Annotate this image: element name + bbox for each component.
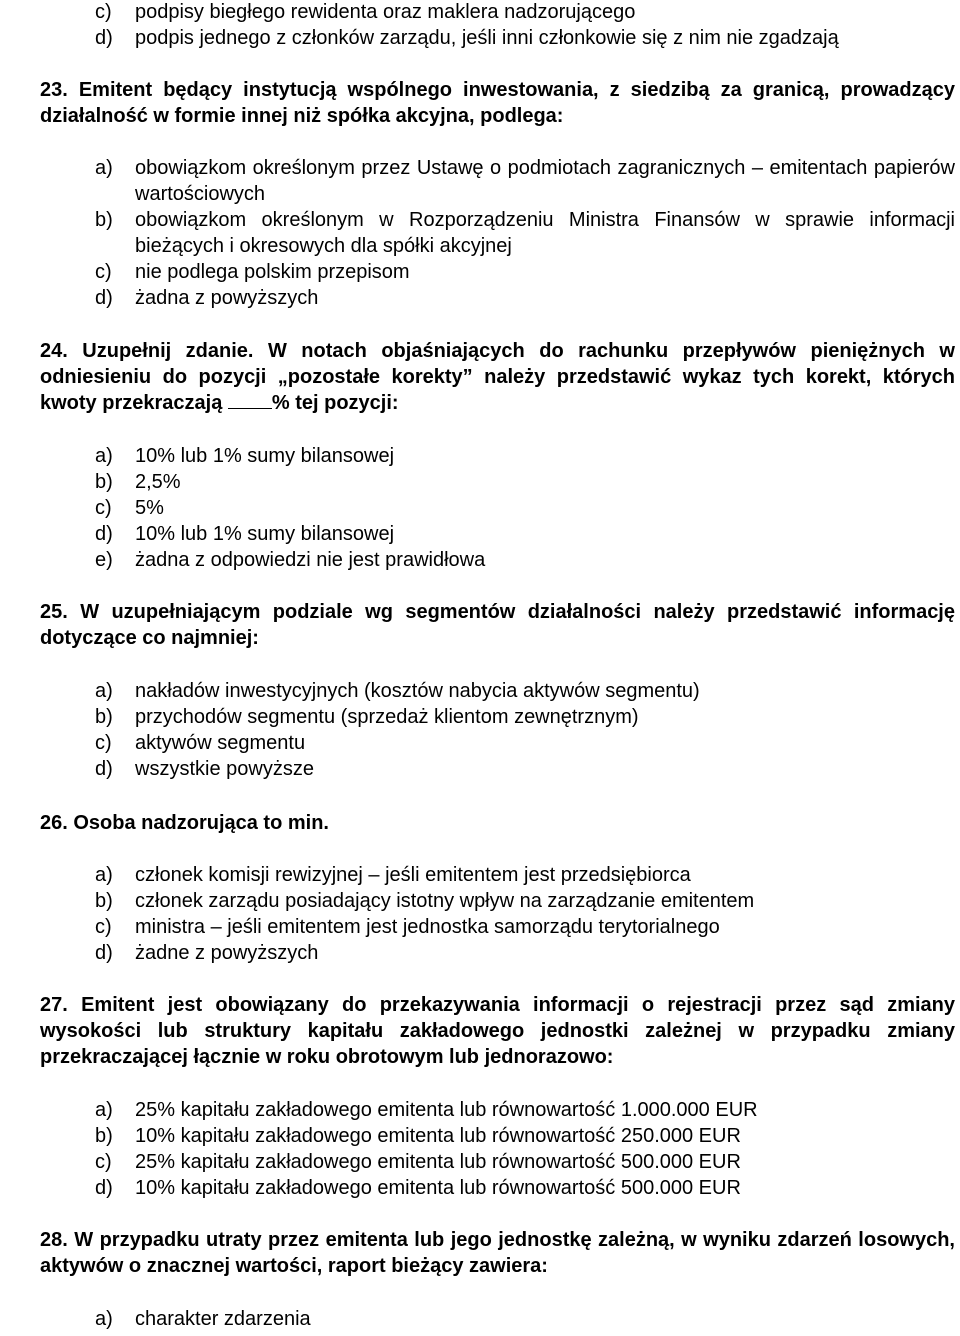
- option-a: a) nakładów inwestycyjnych (kosztów nabycia aktywów segmentu): [95, 680, 700, 702]
- question-28: [40, 1227, 955, 1279]
- option-c: c) aktywów segmentu: [95, 732, 306, 754]
- question-text: W przypadku utraty przez emitenta lub jego jednostkę zależną, w wyniku zdarzeń losowych, aktywów o znacznej wartości, raport bieżący zawiera:: [40, 1229, 955, 1277]
- question-24: [40, 338, 955, 416]
- question-26: [40, 810, 955, 836]
- question-text: Emitent jest obowiązany do przekazywania informacji o rejestracji przez sąd zmiany wysokości lub struktury kapitału zakładowego jednostki zależnej w przypadku zmiany przekraczającej łącznie w roku obrotowym lub jednorazowo:: [40, 994, 955, 1068]
- question-number: 25.: [40, 601, 68, 623]
- option-b: b) członek zarządu posiadający istotny wpływ na zarządzanie emitentem: [95, 890, 755, 912]
- option-c: c) 5%: [95, 497, 164, 519]
- q23-options: [95, 155, 955, 311]
- option-d: d) 10% kapitału zakładowego emitenta lub równowartość 500.000 EUR: [95, 1177, 741, 1199]
- question-number: 24.: [40, 340, 68, 362]
- option-b: b) obowiązkom określonym w Rozporządzeniu Ministra Finansów w sprawie informacji bieżących i okresowych dla spółki akcyjnej: [95, 209, 955, 257]
- question-23: [40, 77, 955, 129]
- option-d: d) żadne z powyższych: [95, 942, 319, 964]
- q28-options: [95, 1306, 955, 1332]
- option-a: a) 10% lub 1% sumy bilansowej: [95, 445, 395, 467]
- option-b: b) 10% kapitału zakładowego emitenta lub równowartość 250.000 EUR: [95, 1125, 741, 1147]
- question-number: 26.: [40, 812, 68, 834]
- question-number: 27.: [40, 994, 68, 1016]
- q27-options: [95, 1097, 955, 1201]
- question-text: Emitent będący instytucją wspólnego inwestowania, z siedzibą za granicą, prowadzący działalność w formie innej niż spółka akcyjna, podlega:: [40, 79, 955, 127]
- question-text-end: % tej pozycji:: [271, 392, 399, 414]
- question-text: Uzupełnij zdanie. W notach objaśniających do rachunku przepływów pieniężnych w odniesieniu do pozycji „pozostałe korekty” należy przedstawić wykaz tych korekt, których kwoty przekraczają: [40, 340, 955, 414]
- q22-options: [95, 0, 955, 51]
- option-a: a) 25% kapitału zakładowego emitenta lub równowartość 1.000.000 EUR: [95, 1099, 758, 1121]
- option-e: e) żadna z odpowiedzi nie jest prawidłowa: [95, 549, 486, 571]
- option-d: d) wszystkie powyższe: [95, 758, 314, 780]
- option-a: a) charakter zdarzenia: [95, 1308, 311, 1330]
- option-d: d) podpis jednego z członków zarządu, jeśli inni członkowie się z nim nie zgadzają: [95, 27, 839, 49]
- question-text: W uzupełniającym podziale wg segmentów działalności należy przedstawić informację dotyczące co najmniej:: [40, 601, 955, 649]
- q25-options: [95, 678, 955, 782]
- option-b: b) 2,5%: [95, 471, 181, 493]
- question-25: [40, 599, 955, 651]
- question-number: 23.: [40, 79, 68, 101]
- option-d: d) 10% lub 1% sumy bilansowej: [95, 523, 395, 545]
- option-d: d) żadna z powyższych: [95, 287, 319, 309]
- fill-in-blank: [228, 390, 272, 409]
- option-c: c) podpisy biegłego rewidenta oraz maklera nadzorującego: [95, 1, 636, 23]
- question-27: [40, 992, 955, 1070]
- option-a: a) członek komisji rewizyjnej – jeśli emitentem jest przedsiębiorca: [95, 864, 691, 886]
- question-number: 28.: [40, 1229, 68, 1251]
- q26-options: [95, 862, 955, 966]
- option-b: b) przychodów segmentu (sprzedaż klientom zewnętrznym): [95, 706, 639, 728]
- option-c: c) nie podlega polskim przepisom: [95, 261, 410, 283]
- q24-options: [95, 443, 955, 573]
- option-c: c) 25% kapitału zakładowego emitenta lub równowartość 500.000 EUR: [95, 1151, 741, 1173]
- question-text: Osoba nadzorująca to min.: [73, 812, 329, 834]
- option-c: c) ministra – jeśli emitentem jest jednostka samorządu terytorialnego: [95, 916, 720, 938]
- option-a: a) obowiązkom określonym przez Ustawę o podmiotach zagranicznych – emitentach papierów wartościowych: [95, 157, 955, 205]
